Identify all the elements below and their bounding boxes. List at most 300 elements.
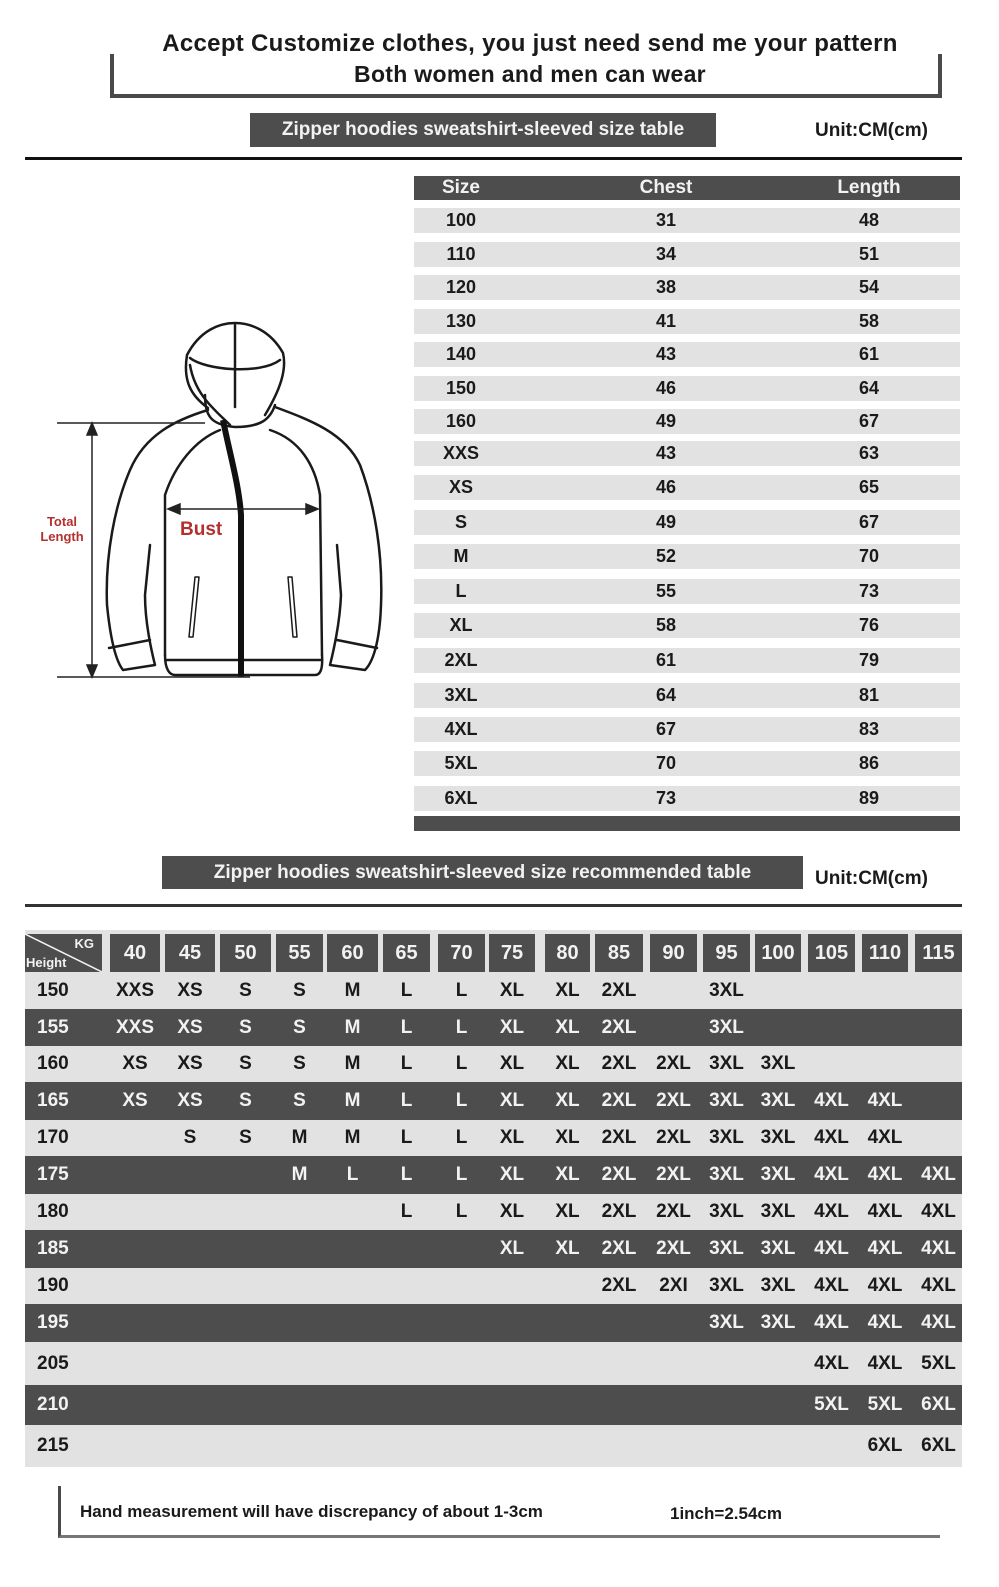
size-recommendation-cell	[274, 1230, 326, 1268]
size-recommendation-cell: 3XL	[709, 1164, 744, 1185]
header-chest: Chest	[639, 177, 693, 198]
size-recommendation-cell	[752, 1385, 804, 1425]
size-recommendation-cell: M	[344, 979, 361, 1001]
kg-header-cell: 80	[545, 934, 590, 972]
chest-cell: 46	[655, 477, 677, 497]
size-recommendation-cell	[327, 1230, 379, 1268]
hoodie-diagram	[25, 315, 395, 695]
size-recommendation-cell: 4XL	[867, 1090, 903, 1111]
size-recommendation-cell	[486, 1425, 538, 1467]
size-recommendation-cell	[648, 1304, 700, 1342]
length-cell: 79	[858, 650, 880, 670]
length-cell: 58	[858, 311, 880, 331]
size-recommendation-cell: XL	[499, 1053, 525, 1074]
length-cell: 67	[858, 512, 880, 532]
rec-table-title: Zipper hoodies sweatshirt-sleeved size recommended table	[162, 856, 803, 889]
bust-label: Bust	[180, 519, 223, 540]
kg-header-cell: 115	[915, 934, 962, 972]
size-recommendation-cell	[436, 1230, 488, 1268]
size-recommendation-cell: 2XL	[656, 1201, 691, 1222]
size-recommendation-cell	[436, 1304, 488, 1342]
banner-headline: Accept Customize clothes, you just need send me your pattern	[100, 30, 960, 58]
size-recommendation-cell	[274, 1194, 326, 1230]
size-table-row	[414, 579, 960, 604]
size-recommendation-cell	[274, 1268, 326, 1304]
size-recommendation-cell: 4XL	[867, 1127, 903, 1148]
size-recommendation-cell: 3XL	[709, 979, 744, 1001]
size-recommendation-cell	[701, 1342, 753, 1385]
rec-table-row	[25, 1342, 962, 1385]
size-recommendation-cell: 3XL	[760, 1127, 796, 1148]
size-recommendation-cell	[436, 1425, 488, 1467]
size-recommendation-cell	[164, 1156, 216, 1194]
size-recommendation-cell	[648, 1342, 700, 1385]
rec-table-row	[25, 1230, 962, 1268]
size-recommendation-cell: 3XL	[709, 1016, 744, 1038]
height-cell: 185	[37, 1238, 69, 1259]
chest-cell: 49	[655, 512, 677, 532]
chest-cell: 38	[655, 277, 677, 297]
size-recommendation-cell: 4XL	[814, 1201, 849, 1222]
chest-cell: 52	[655, 546, 677, 566]
kg-header-cell: 45	[165, 934, 215, 972]
size-recommendation-cell: 4XL	[867, 1201, 903, 1222]
size-recommendation-cell	[593, 1385, 645, 1425]
size-recommendation-cell	[486, 1268, 538, 1304]
size-recommendation-cell: 4XL	[867, 1275, 903, 1296]
size-recommendation-cell: 4XL	[867, 1352, 903, 1374]
size-recommendation-cell: 4XL	[814, 1164, 849, 1185]
size-recommendation-cell: XXS	[115, 979, 155, 1001]
size-recommendation-cell: S	[239, 1090, 252, 1111]
size-recommendation-cell	[486, 1342, 538, 1385]
size-recommendation-cell	[486, 1385, 538, 1425]
size-table-row	[414, 409, 960, 434]
size-recommendation-cell	[220, 1230, 272, 1268]
length-cell: 81	[858, 685, 880, 705]
size-recommendation-cell	[327, 1425, 379, 1467]
chest-cell: 61	[655, 650, 677, 670]
size-recommendation-cell: 3XL	[760, 1164, 796, 1185]
size-recommendation-cell	[752, 1009, 804, 1046]
rec-table-row	[25, 1120, 962, 1156]
kg-header-cell: 65	[383, 934, 430, 972]
size-recommendation-cell: XL	[555, 1201, 580, 1222]
kg-header-cell: 110	[862, 934, 908, 972]
size-recommendation-cell: 4XL	[921, 1238, 956, 1259]
height-cell: 170	[37, 1127, 69, 1148]
rec-table-row	[25, 1009, 962, 1046]
size-recommendation-cell	[164, 1268, 216, 1304]
kg-header-cell: 70	[438, 934, 485, 972]
height-cell: 215	[37, 1435, 69, 1456]
height-cell: 195	[37, 1312, 69, 1333]
size-recommendation-cell: M	[344, 1127, 361, 1148]
size-recommendation-cell: XL	[555, 1238, 580, 1259]
kg-header-cell: 40	[110, 934, 160, 972]
size-recommendation-cell: M	[344, 1016, 361, 1038]
size-recommendation-cell	[913, 1046, 965, 1082]
size-table-row	[414, 613, 960, 638]
length-cell: 64	[858, 378, 880, 398]
size-cell: 160	[445, 411, 477, 431]
corner-kg-label: KG	[74, 936, 94, 951]
size-cell: 130	[445, 311, 477, 331]
size-recommendation-cell: XS	[122, 1053, 148, 1074]
size-recommendation-cell: L	[400, 979, 413, 1001]
size-recommendation-cell: XL	[555, 1164, 580, 1185]
size-recommendation-cell	[109, 1304, 161, 1342]
rec-table-row	[25, 1268, 962, 1304]
kg-header-cell: 60	[327, 934, 378, 972]
size-cell: 5XL	[444, 753, 478, 773]
kg-header-cell: 50	[220, 934, 271, 972]
size-recommendation-cell: L	[346, 1164, 359, 1185]
rec-table-row	[25, 1194, 962, 1230]
size-cell: M	[453, 546, 469, 566]
size-recommendation-cell: 3XL	[709, 1312, 744, 1333]
size-recommendation-cell: 2XL	[601, 1090, 637, 1111]
header-size: Size	[441, 177, 481, 198]
size-recommendation-cell	[648, 972, 700, 1009]
size-recommendation-cell	[859, 972, 911, 1009]
size-recommendation-cell: XL	[499, 1016, 525, 1038]
kg-header-cell: 85	[595, 934, 643, 972]
size-recommendation-cell: 4XL	[921, 1201, 956, 1222]
size-table-row	[414, 510, 960, 535]
size-recommendation-cell: 3XL	[760, 1275, 796, 1296]
length-cell: 65	[858, 477, 880, 497]
hoodie-outline-icon	[25, 315, 395, 695]
size-recommendation-cell	[913, 1009, 965, 1046]
size-recommendation-cell: 3XL	[709, 1053, 744, 1074]
kg-header-cell: 95	[703, 934, 750, 972]
size-recommendation-cell	[220, 1385, 272, 1425]
chest-cell: 70	[655, 753, 677, 773]
size-recommendation-cell: S	[293, 1053, 306, 1074]
size-recommendation-cell: 2XL	[601, 1164, 637, 1185]
size-recommendation-cell: XS	[177, 1090, 203, 1111]
size-table-row	[414, 275, 960, 300]
height-cell: 165	[37, 1090, 69, 1111]
size-recommendation-cell	[752, 1425, 804, 1467]
size-recommendation-cell: M	[291, 1127, 308, 1148]
length-cell: 86	[858, 753, 880, 773]
chest-cell: 64	[655, 685, 677, 705]
size-recommendation-cell: 2XL	[601, 1238, 637, 1259]
size-recommendation-cell	[913, 972, 965, 1009]
size-recommendation-cell: XS	[177, 1053, 203, 1074]
rec-table-corner	[25, 934, 102, 972]
chest-cell: 49	[655, 411, 677, 431]
size-recommendation-cell: L	[400, 1053, 413, 1074]
height-cell: 190	[37, 1275, 69, 1296]
size-recommendation-cell	[109, 1268, 161, 1304]
size-recommendation-cell	[220, 1342, 272, 1385]
size-recommendation-cell	[381, 1268, 433, 1304]
size-recommendation-cell: L	[455, 1053, 468, 1074]
length-cell: 63	[858, 443, 880, 463]
size-recommendation-cell	[701, 1425, 753, 1467]
size-recommendation-cell: L	[455, 1201, 468, 1222]
size-recommendation-cell	[109, 1230, 161, 1268]
height-cell: 175	[37, 1164, 69, 1185]
size-recommendation-cell	[593, 1304, 645, 1342]
size-table-row	[414, 717, 960, 742]
size-recommendation-cell	[109, 1120, 161, 1156]
size-recommendation-cell: 4XL	[921, 1275, 956, 1296]
size-recommendation-cell: XS	[177, 979, 203, 1001]
size-recommendation-cell: 4XL	[814, 1127, 849, 1148]
size-table-row	[414, 648, 960, 673]
size-recommendation-cell	[109, 1342, 161, 1385]
divider	[25, 157, 962, 160]
size-recommendation-cell: 4XL	[814, 1312, 849, 1333]
chest-cell: 34	[655, 244, 677, 264]
size-recommendation-cell	[164, 1304, 216, 1342]
size-recommendation-cell	[220, 1304, 272, 1342]
size-recommendation-cell	[436, 1268, 488, 1304]
size-recommendation-cell	[381, 1385, 433, 1425]
size-recommendation-cell	[806, 1046, 858, 1082]
size-recommendation-cell: 2XI	[659, 1275, 688, 1296]
size-recommendation-cell: 2XL	[601, 1053, 637, 1074]
size-recommendation-cell: 3XL	[760, 1312, 796, 1333]
size-recommendation-cell: S	[293, 1090, 306, 1111]
size-recommendation-cell	[274, 1425, 326, 1467]
size-cell: XS	[448, 477, 473, 497]
rec-table-unit: Unit:CM(cm)	[815, 868, 928, 889]
length-cell: 89	[858, 788, 880, 808]
size-recommendation-cell: S	[239, 1016, 252, 1038]
size-recommendation-cell	[593, 1425, 645, 1467]
rec-table-row	[25, 1082, 962, 1120]
size-recommendation-cell: 2XL	[601, 1275, 637, 1296]
size-recommendation-cell	[542, 1425, 594, 1467]
size-table-footer-bar	[414, 816, 960, 831]
size-recommendation-cell: 2XL	[656, 1053, 691, 1074]
size-recommendation-cell	[327, 1194, 379, 1230]
size-table-row	[414, 242, 960, 267]
size-recommendation-cell: M	[344, 1090, 361, 1111]
size-recommendation-cell	[752, 1342, 804, 1385]
size-recommendation-cell	[806, 1425, 858, 1467]
kg-header-cell: 105	[808, 934, 855, 972]
size-recommendation-cell: L	[400, 1164, 413, 1185]
size-recommendation-cell: 5XL	[814, 1394, 849, 1415]
size-recommendation-cell: 3XL	[709, 1201, 744, 1222]
size-recommendation-cell	[381, 1230, 433, 1268]
size-table-row	[414, 475, 960, 500]
size-recommendation-cell	[164, 1385, 216, 1425]
size-recommendation-cell	[274, 1304, 326, 1342]
size-recommendation-cell: 4XL	[921, 1312, 956, 1333]
size-recommendation-cell: L	[455, 1016, 468, 1038]
size-recommendation-cell	[648, 1425, 700, 1467]
size-recommendation-cell	[436, 1385, 488, 1425]
rec-table-row	[25, 1304, 962, 1342]
size-recommendation-cell	[436, 1342, 488, 1385]
length-cell: 83	[858, 719, 880, 739]
size-recommendation-cell: 6XL	[867, 1435, 903, 1456]
size-cell: 3XL	[444, 685, 478, 705]
kg-header-cell: 55	[276, 934, 323, 972]
size-recommendation-cell: 5XL	[867, 1394, 903, 1415]
size-recommendation-cell: L	[400, 1016, 413, 1038]
height-cell: 155	[37, 1016, 69, 1038]
rec-table-row	[25, 1385, 962, 1425]
size-recommendation-cell	[542, 1342, 594, 1385]
size-recommendation-cell: 2XL	[601, 1016, 637, 1038]
measurement-note: Hand measurement will have discrepancy of about 1-3cm	[80, 1502, 543, 1521]
size-recommendation-cell	[701, 1385, 753, 1425]
size-recommendation-cell	[806, 972, 858, 1009]
length-cell: 54	[858, 277, 880, 297]
size-recommendation-cell: 4XL	[814, 1275, 849, 1296]
size-recommendation-cell: 3XL	[760, 1053, 796, 1074]
size-recommendation-cell: L	[400, 1127, 413, 1148]
size-recommendation-cell: 2XL	[601, 1127, 637, 1148]
size-recommendation-cell: 5XL	[921, 1352, 956, 1374]
size-recommendation-cell: 2XL	[656, 1127, 691, 1148]
size-cell: 150	[445, 378, 477, 398]
size-recommendation-cell: XL	[555, 1053, 580, 1074]
size-recommendation-cell	[327, 1268, 379, 1304]
size-recommendation-cell	[859, 1009, 911, 1046]
size-cell: 140	[445, 344, 477, 364]
size-recommendation-cell: M	[344, 1053, 361, 1074]
length-cell: 70	[858, 546, 880, 566]
chest-cell: 41	[655, 311, 677, 331]
rec-table-row	[25, 1046, 962, 1082]
size-recommendation-cell: 4XL	[867, 1238, 903, 1259]
size-recommendation-cell: 6XL	[921, 1435, 956, 1456]
corner-height-label: Height	[26, 955, 67, 970]
length-cell: 61	[858, 344, 880, 364]
kg-header-cell: 100	[755, 934, 801, 972]
size-recommendation-cell: XL	[499, 1201, 525, 1222]
size-recommendation-cell: L	[455, 1127, 468, 1148]
size-recommendation-cell: L	[455, 1164, 468, 1185]
height-cell: 210	[37, 1394, 69, 1415]
size-table-row	[414, 208, 960, 233]
size-recommendation-cell: S	[183, 1127, 197, 1148]
size-table-row	[414, 544, 960, 569]
size-recommendation-cell: S	[239, 1053, 252, 1074]
size-recommendation-cell: 2XL	[656, 1164, 691, 1185]
size-recommendation-cell	[164, 1425, 216, 1467]
height-cell: 205	[37, 1352, 69, 1374]
size-recommendation-cell: S	[293, 1016, 306, 1038]
size-recommendation-cell: 4XL	[867, 1312, 903, 1333]
size-table-row	[414, 376, 960, 401]
size-recommendation-cell	[648, 1009, 700, 1046]
size-recommendation-cell: XL	[555, 1090, 580, 1111]
size-recommendation-cell: 4XL	[814, 1090, 849, 1111]
size-recommendation-cell	[274, 1342, 326, 1385]
size-recommendation-cell: 3XL	[709, 1090, 744, 1111]
size-recommendation-cell	[542, 1268, 594, 1304]
chest-cell: 43	[655, 443, 677, 463]
length-cell: 67	[858, 411, 880, 431]
chest-cell: 67	[655, 719, 677, 739]
size-recommendation-cell: L	[455, 1090, 468, 1111]
size-recommendation-cell: XL	[499, 1090, 525, 1111]
size-recommendation-cell: XL	[499, 979, 525, 1001]
size-cell: 110	[446, 244, 476, 264]
size-recommendation-cell	[859, 1046, 911, 1082]
size-recommendation-cell	[109, 1385, 161, 1425]
size-recommendation-cell: 4XL	[814, 1238, 849, 1259]
size-recommendation-cell	[220, 1425, 272, 1467]
length-cell: 76	[858, 615, 880, 635]
size-table-row	[414, 751, 960, 776]
size-recommendation-cell	[220, 1156, 272, 1194]
size-recommendation-cell: 4XL	[814, 1352, 849, 1374]
rec-table-row	[25, 972, 962, 1009]
size-table-row	[414, 342, 960, 367]
size-recommendation-cell	[381, 1342, 433, 1385]
size-recommendation-cell: S	[293, 979, 306, 1001]
size-table-row	[414, 441, 960, 466]
size-recommendation-cell	[164, 1230, 216, 1268]
size-recommendation-cell	[593, 1342, 645, 1385]
chest-cell: 43	[655, 344, 677, 364]
size-cell: XL	[449, 615, 473, 635]
size-recommendation-cell: 2XL	[656, 1238, 691, 1259]
chest-cell: 31	[655, 210, 677, 230]
size-recommendation-cell: 3XL	[760, 1201, 796, 1222]
size-recommendation-cell	[274, 1385, 326, 1425]
size-recommendation-cell: XL	[499, 1127, 525, 1148]
height-cell: 180	[37, 1201, 69, 1222]
size-recommendation-cell: 3XL	[760, 1238, 796, 1259]
size-table-row	[414, 683, 960, 708]
chest-cell: 55	[655, 581, 677, 601]
size-recommendation-cell: L	[400, 1201, 413, 1222]
size-recommendation-cell: M	[291, 1164, 308, 1185]
rec-table-row	[25, 1156, 962, 1194]
size-recommendation-cell	[542, 1385, 594, 1425]
size-recommendation-cell: XS	[177, 1016, 203, 1038]
size-recommendation-cell: 3XL	[709, 1238, 744, 1259]
size-recommendation-cell: XS	[122, 1090, 148, 1111]
header-length: Length	[837, 177, 901, 198]
size-cell: S	[454, 512, 467, 532]
size-cell: 4XL	[444, 719, 478, 739]
banner-subheadline: Both women and men can wear	[354, 61, 706, 87]
size-recommendation-cell: 2XL	[601, 1201, 637, 1222]
size-table-header	[414, 176, 960, 200]
size-recommendation-cell	[648, 1385, 700, 1425]
size-recommendation-cell	[752, 972, 804, 1009]
chest-cell: 58	[655, 615, 677, 635]
length-cell: 51	[858, 244, 880, 264]
size-recommendation-cell: 3XL	[709, 1127, 744, 1148]
size-recommendation-cell: 4XL	[921, 1164, 956, 1185]
size-recommendation-cell: XL	[499, 1238, 525, 1259]
size-recommendation-cell	[806, 1009, 858, 1046]
size-recommendation-cell	[327, 1342, 379, 1385]
size-table-row	[414, 309, 960, 334]
size-cell: XXS	[442, 443, 480, 463]
length-cell: 73	[858, 581, 880, 601]
size-recommendation-cell: 2XL	[656, 1090, 691, 1111]
size-recommendation-cell	[486, 1304, 538, 1342]
kg-header-cell: 90	[650, 934, 697, 972]
size-cell: 6XL	[444, 788, 478, 808]
size-recommendation-cell: XL	[555, 1016, 580, 1038]
